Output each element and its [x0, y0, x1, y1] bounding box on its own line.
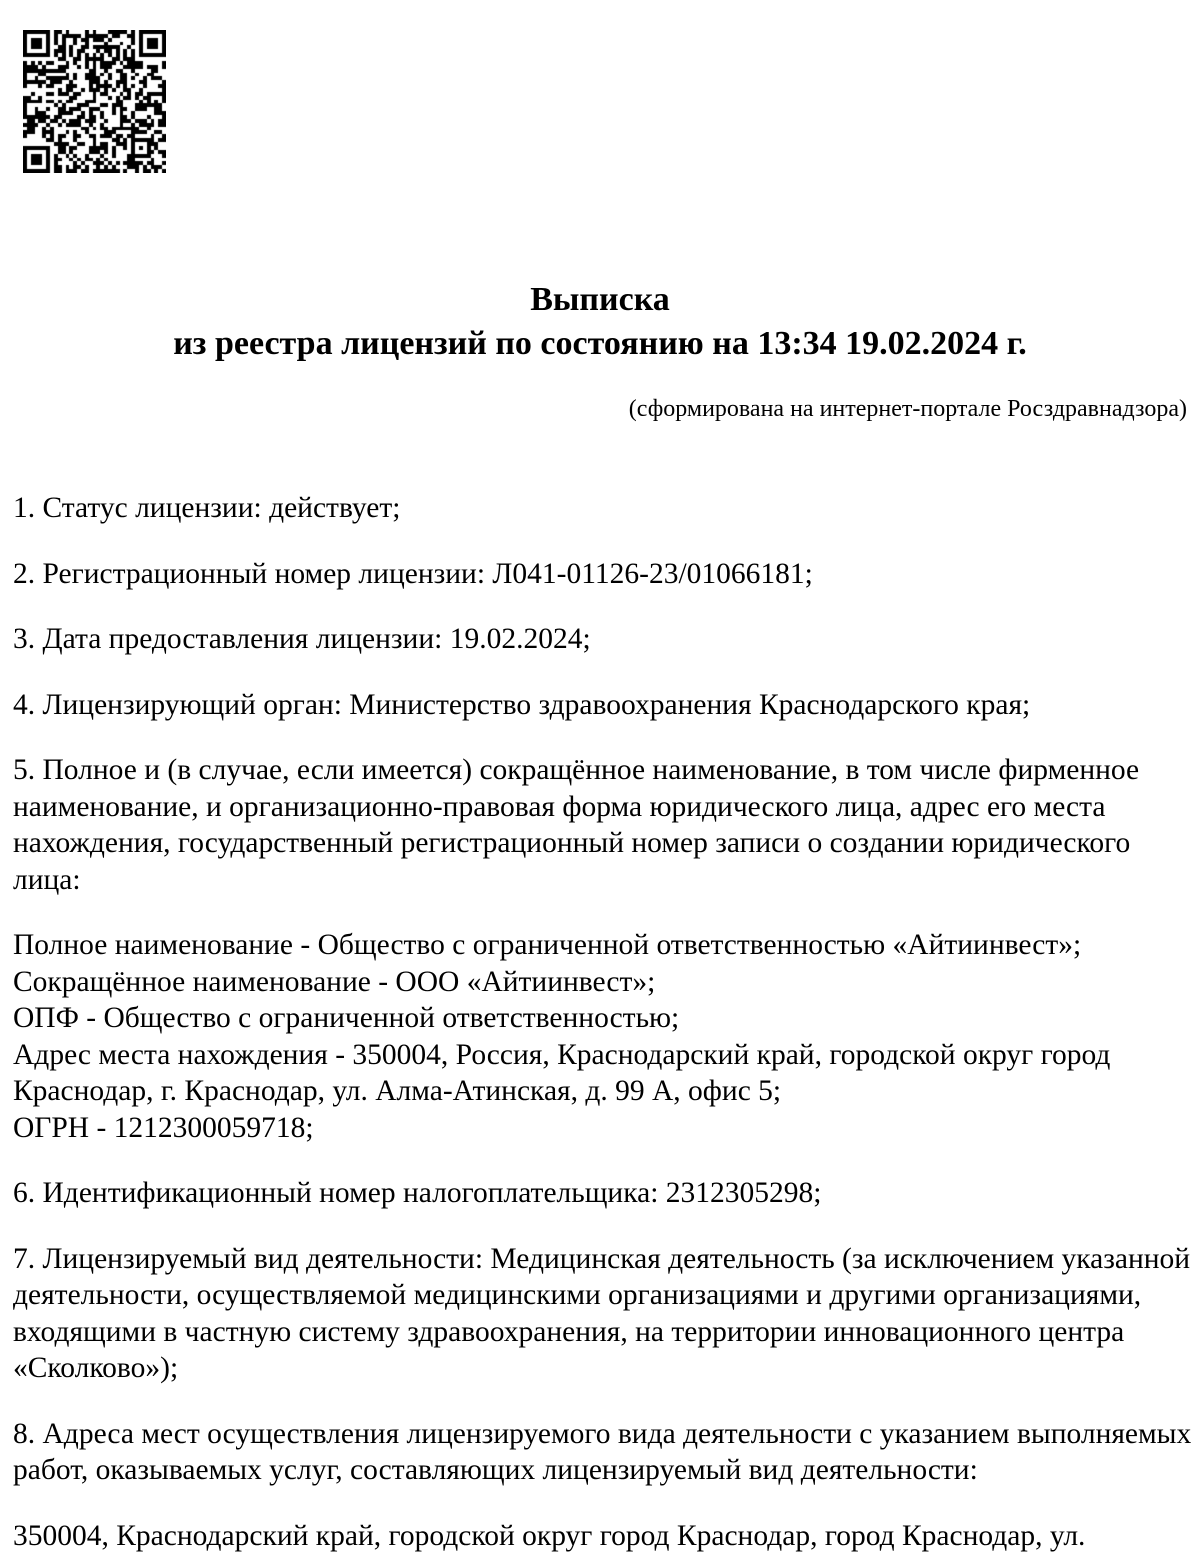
paragraph-license-status: 1. Статус лицензии: действует;: [13, 492, 401, 524]
paragraph-entity-info-heading: 5. Полное и (в случае, если имеется) сокращённое наименование, в том числе фирменное наименование, и организационно-правовая форма юридического лица, адрес его места нахождения, государственный регистрационный номер записи о создании юридического лица:: [13, 754, 1140, 896]
paragraph-licensing-authority: 4. Лицензирующий орган: Министерство здравоохранения Краснодарского края;: [13, 688, 1031, 721]
company-short-name: Сокращённое наименование - ООО «Айтиинвест»;: [13, 965, 656, 998]
company-details-block: [13, 927, 1192, 1146]
document-subtitle: (сформирована на интернет-портале Росздравнадзора): [628, 396, 1187, 422]
paragraph-activity-addresses-heading: 8. Адреса мест осуществления лицензируемого вида деятельности с указанием выполняемых работ, оказываемых услуг, составляющих лицензируемый вид деятельности:: [13, 1417, 1192, 1486]
document-title-line2: из реестра лицензий по состоянию на 13:34 19.02.2024 г.: [173, 324, 1027, 362]
paragraph-licensed-activity: 7. Лицензируемый вид деятельности: Медицинская деятельность (за исключением указанной деятельности, осуществляемой медицинскими организациями и другими организациями, входящими в частную систему здравоохранения, на территории инновационного центра «Сколково»);: [13, 1242, 1191, 1384]
paragraph-taxpayer-inn: 6. Идентификационный номер налогоплательщика: 2312305298;: [13, 1177, 822, 1209]
document-body: [13, 490, 1192, 1554]
document-title: [0, 278, 1200, 365]
company-address: Адрес места нахождения - 350004, Россия, Краснодарский край, городской округ город Краснодар, г. Краснодар, ул. Алма-Атинская, д. 99 А, офис 5;: [13, 1038, 1111, 1107]
paragraph-activity-address: 350004, Краснодарский край, городской округ город Краснодар, город Краснодар, ул.: [13, 1519, 1086, 1552]
company-legal-form: ОПФ - Общество с ограниченной ответственностью;: [13, 1002, 680, 1034]
company-ogrn: ОГРН - 1212300059718;: [13, 1111, 314, 1144]
paragraph-license-date: 3. Дата предоставления лицензии: 19.02.2024;: [13, 623, 591, 655]
company-full-name: Полное наименование - Общество с ограниченной ответственностью «Айтиинвест»;: [13, 929, 1082, 961]
paragraph-license-number: 2. Регистрационный номер лицензии: Л041-01126-23/01066181;: [13, 557, 813, 590]
qr-code: [23, 30, 166, 173]
document-title-line1: Выписка: [530, 281, 670, 318]
